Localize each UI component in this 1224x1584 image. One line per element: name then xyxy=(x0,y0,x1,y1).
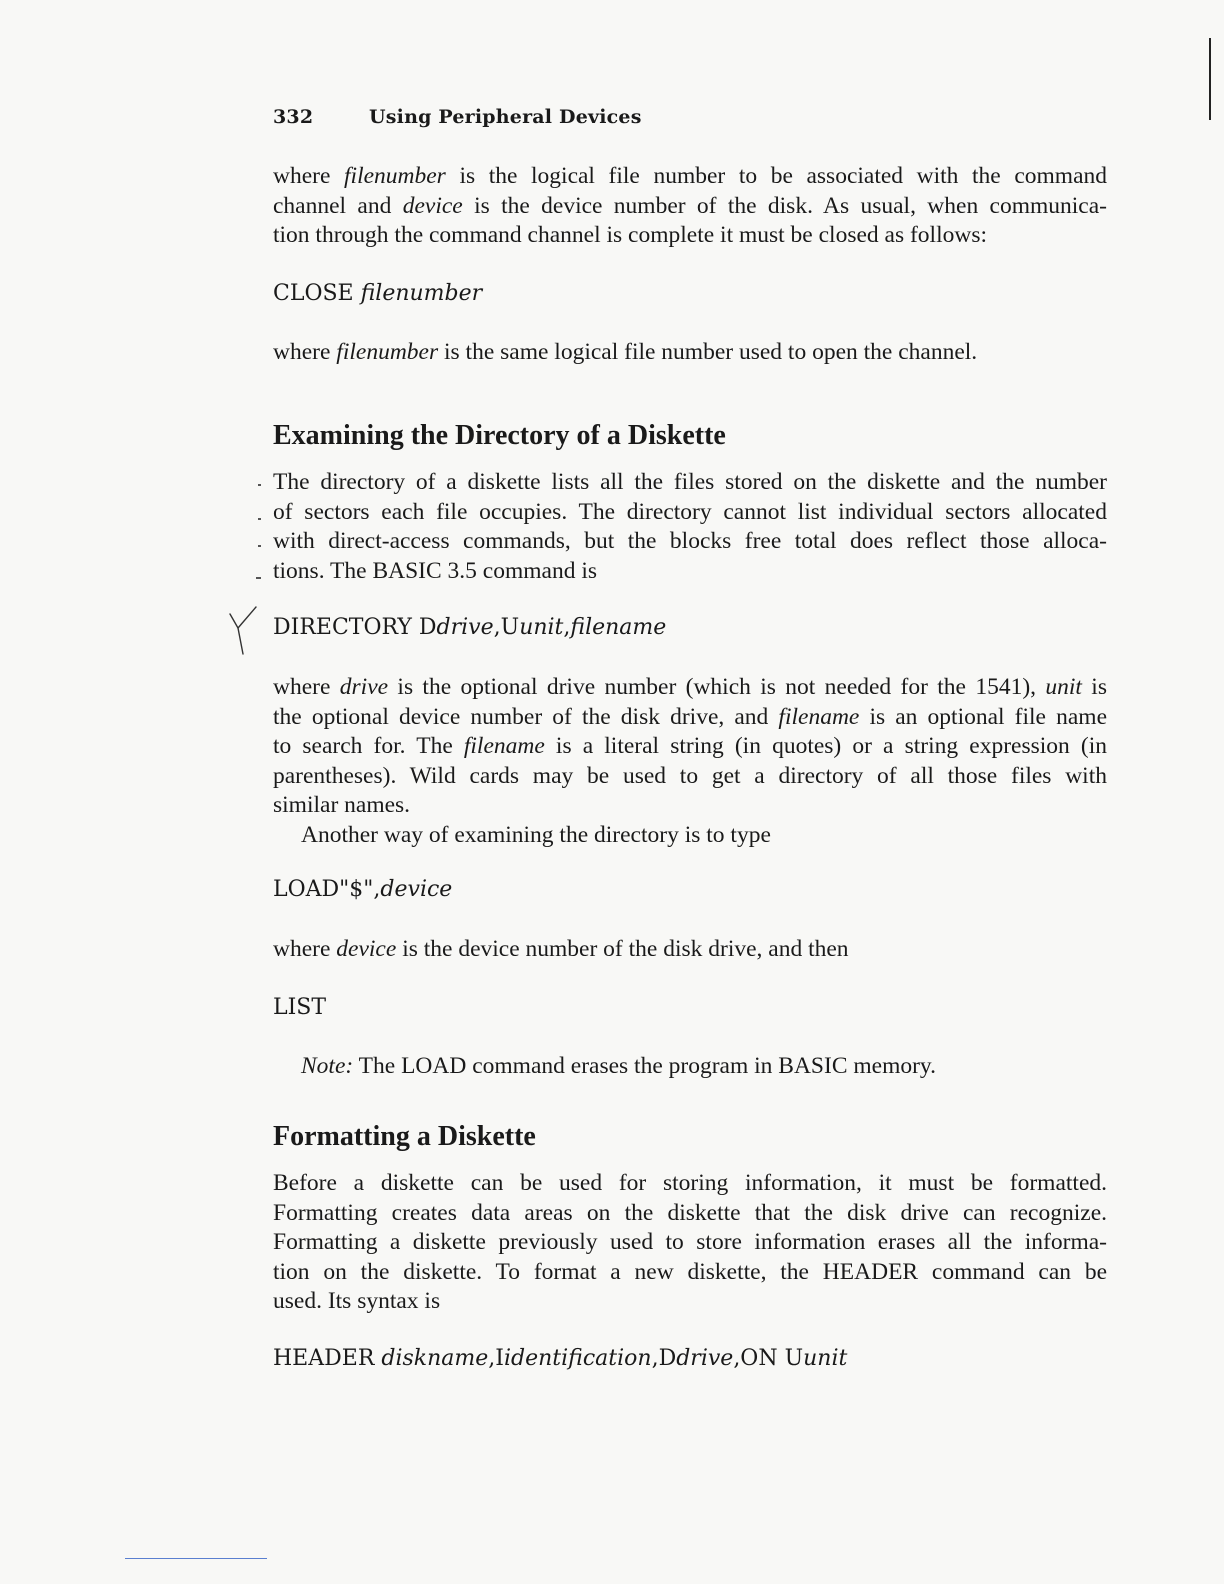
scan-edge-line xyxy=(1209,38,1211,120)
margin-mark xyxy=(258,518,261,520)
text-line: of sectors each file occupies. The directory cannot list individual sectors allocated xyxy=(273,498,1107,525)
section-heading-directory: Examining the Directory of a Diskette xyxy=(273,420,726,451)
text-line: Another way of examining the directory is to type xyxy=(301,821,771,848)
text-line: the optional device number of the disk drive, and filename is an optional file name xyxy=(273,703,1107,730)
text-line: Formatting a diskette previously used to store information erases all the informa- xyxy=(273,1229,1107,1255)
text-line: used. Its syntax is xyxy=(273,1288,441,1314)
text-line: with direct-access commands, but the blocks free total does reflect those alloca- xyxy=(273,528,1107,554)
text-line: similar names. xyxy=(273,792,411,818)
text-line: tion through the command channel is complete it must be closed as follows: xyxy=(273,222,987,248)
code-directory-command: DIRECTORY Ddrive,Uunit,filename xyxy=(273,615,667,640)
paragraph-command-channel xyxy=(273,162,1107,251)
text-line: Note: The LOAD command erases the program in BASIC memory. xyxy=(301,1053,937,1079)
text-line: The directory of a diskette lists all the files stored on the diskette and the number xyxy=(273,469,1107,495)
text-line: to search for. The filename is a literal string (in quotes) or a string expression (in xyxy=(273,733,1107,759)
text-line: where drive is the optional drive number (which is not needed for the 1541), unit is xyxy=(273,674,1107,700)
text-line: Before a diskette can be used for storing information, it must be formatted. xyxy=(273,1170,1107,1196)
text-line: where filenumber is the logical file number to be associated with the command xyxy=(273,163,1107,189)
margin-mark xyxy=(258,545,261,547)
paragraph-load-explanation xyxy=(273,935,1107,965)
code-load-command: LOAD"$",device xyxy=(273,877,453,902)
text-line: where filenumber is the same logical file number used to open the channel. xyxy=(273,339,978,365)
text-line: tion on the diskette. To format a new diskette, the HEADER command can be xyxy=(273,1258,1107,1285)
running-title: Using Peripheral Devices xyxy=(369,106,642,128)
paragraph-formatting-description xyxy=(273,1169,1107,1317)
bottom-scan-line xyxy=(125,1558,267,1559)
code-header-command: HEADER diskname,Iidentification,Ddrive,ON Uunit xyxy=(273,1346,848,1371)
margin-mark xyxy=(256,577,261,579)
text-line: channel and device is the device number of the disk. As usual, when communica- xyxy=(273,192,1107,219)
text-line: Formatting creates data areas on the diskette that the disk drive can recognize. xyxy=(273,1199,1107,1226)
text-line: where device is the device number of the disk drive, and then xyxy=(273,936,849,962)
text-line: parentheses). Wild cards may be used to get a directory of all those files with xyxy=(273,762,1107,789)
handwritten-check-mark xyxy=(226,604,262,658)
code-close-command: CLOSE filenumber xyxy=(273,281,483,306)
page-number: 332 xyxy=(273,106,314,128)
note xyxy=(301,1052,1107,1082)
section-heading-formatting: Formatting a Diskette xyxy=(273,1121,536,1152)
note-label: Note: xyxy=(301,1053,354,1079)
code-list-command: LIST xyxy=(273,995,327,1020)
margin-mark xyxy=(258,484,261,486)
running-header xyxy=(273,106,642,128)
paragraph-directory-parameters xyxy=(273,673,1107,850)
text-line: tions. The BASIC 3.5 command is xyxy=(273,557,597,584)
paragraph-directory-description xyxy=(273,468,1107,586)
paragraph-close-explanation xyxy=(273,338,1107,368)
